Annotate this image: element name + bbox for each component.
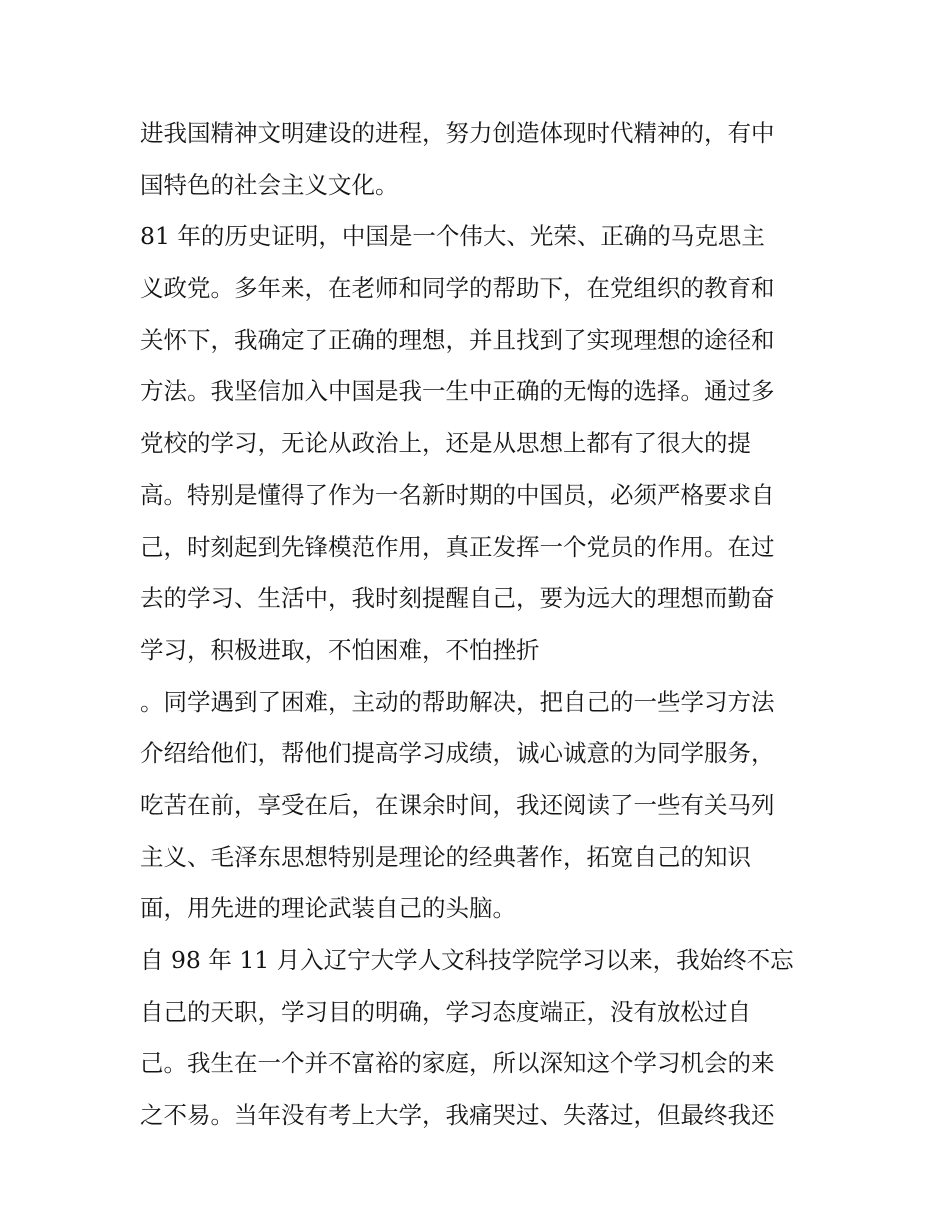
text-line: 主义、毛泽东思想特别是理论的经典著作，拓宽自己的知识	[140, 842, 751, 871]
text-line: 吃苦在前，享受在后，在课余时间，我还阅读了一些有关马列	[140, 790, 775, 819]
text-line: 高。特别是懂得了作为一名新时期的中国员，必须严格要求自	[140, 480, 775, 509]
text-line: 学习，积极进取，不怕困难，不怕挫折	[140, 635, 540, 664]
text-line: 介绍给他们，帮他们提高学习成绩，诚心诚意的为同学服务，	[140, 739, 775, 768]
text-line: 81 年的历史证明，中国是一个伟大、光荣、正确的马克思主	[140, 222, 765, 251]
text-line: 己。我生在一个并不富裕的家庭，所以深知这个学习机会的来	[140, 1049, 775, 1078]
text-line: 国特色的社会主义文化。	[140, 170, 399, 199]
text-line: 自己的天职，学习目的明确，学习态度端正，没有放松过自	[140, 997, 751, 1026]
body-text	[140, 108, 820, 1142]
text-line: 方法。我坚信加入中国是我一生中正确的无悔的选择。通过多	[140, 377, 775, 406]
text-line: 党校的学习，无论从政治上，还是从思想上都有了很大的提	[140, 429, 751, 458]
text-line: 面，用先进的理论武装自己的头脑。	[140, 894, 516, 923]
text-line: 进我国精神文明建设的进程，努力创造体现时代精神的，有中	[140, 119, 775, 147]
text-line: 关怀下，我确定了正确的理想，并且找到了实现理想的途径和	[140, 325, 775, 354]
text-line: 之不易。当年没有考上大学，我痛哭过、失落过，但最终我还	[140, 1101, 775, 1130]
text-line: 去的学习、生活中，我时刻提醒自己，要为远大的理想而勤奋	[140, 584, 775, 613]
text-line: 义政党。多年来，在老师和同学的帮助下，在党组织的教育和	[140, 274, 775, 303]
text-line: 己，时刻起到先锋模范作用，真正发挥一个党员的作用。在过	[140, 532, 775, 561]
text-line: 自 98 年 11 月入辽宁大学人文科技学院学习以来，我始终不忘	[140, 946, 794, 974]
text-line: 。同学遇到了困难，主动的帮助解决，把自己的一些学习方法	[140, 687, 775, 716]
